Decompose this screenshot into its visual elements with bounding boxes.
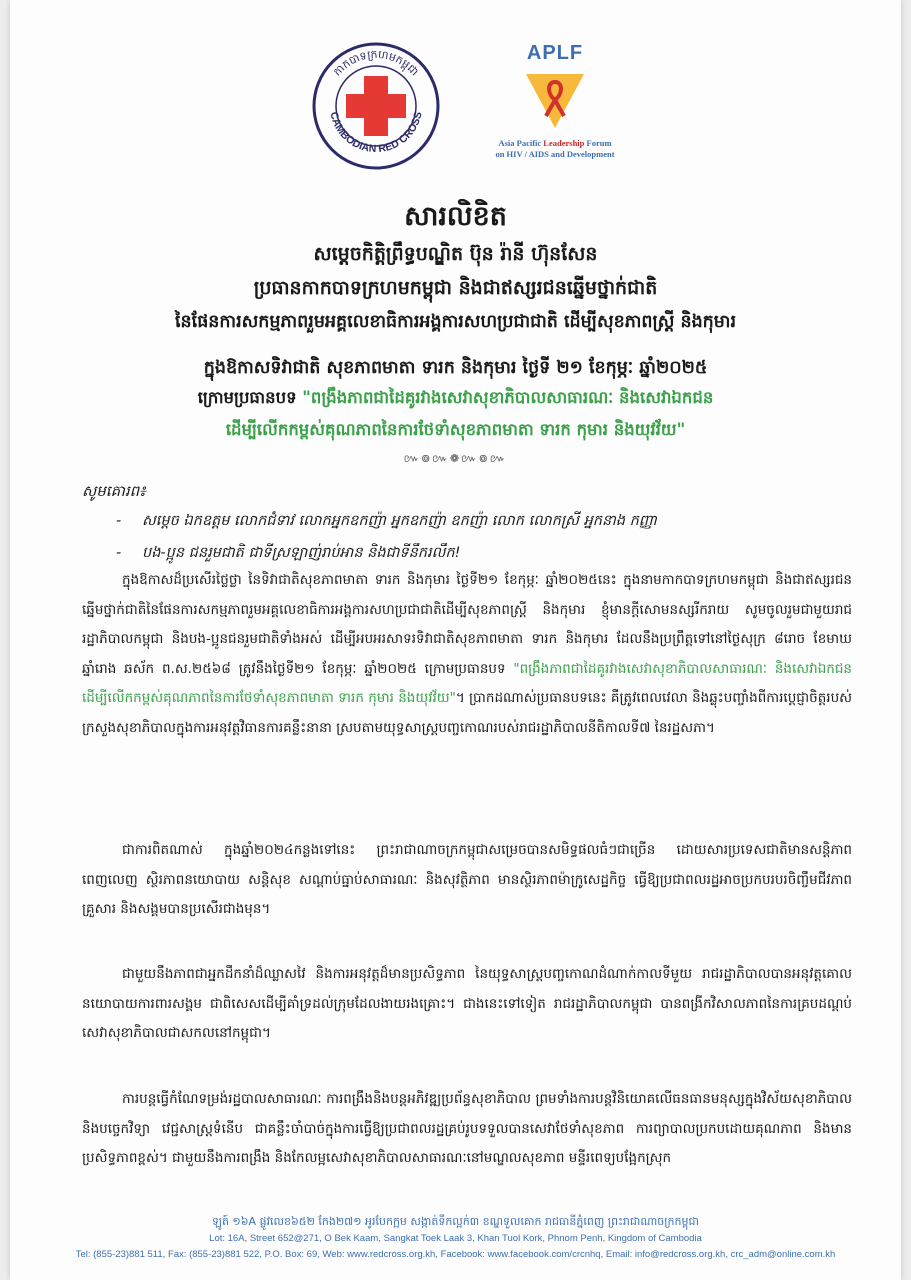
paragraph-3: ជាមួយនឹងភាពជាអ្នកដឹកនាំដ៏ឈ្លាសវៃ និងការអនុវត្តដ៏មានប្រសិទ្ធភាព នៃយុទ្ធសាស្ត្របញ្ចកោណដំណាក់កាលទីមួយ រាជរដ្ឋាភិបាលបានអនុវត្តគោលនយោបាយការពារសង្គម ជាពិសេសដើម្បីគាំទ្រដល់ក្រុមដែលងាយរងគ្រោះ។ ជាងនេះទៅទៀត រាជរដ្ឋាភិបាលកម្ពុជា បានពង្រីកវិសាលភាពនៃការគ្របដណ្តប់សេវាសុខាភិបាលជាសកលនៅកម្ពុជា។ [82, 966, 852, 1041]
aplf-subtitle-part: Asia Pacific [498, 138, 544, 148]
aplf-subtitle-part: Forum [584, 138, 612, 148]
aplf-subtitle [480, 138, 630, 160]
theme-text: "ពង្រឹងភាពជាដៃគូរវាងសេវាសុខាភិបាលសាធារណៈ និងសេវាឯកជន [302, 388, 714, 407]
author-name: សម្តេចកិត្តិព្រឹទ្ធបណ្ឌិត ប៊ុន រ៉ានី ហ៊ុនសែន [313, 243, 598, 265]
aplf-logo [480, 42, 630, 172]
letter-title: សារលិខិត [404, 201, 507, 232]
aids-ribbon-icon [522, 68, 588, 134]
aplf-name: APLF [526, 42, 584, 64]
footer-khmer-address: ឡូត៍ ១៦A ផ្លូវលេខ៦៥២ កែង២៧១ អូរបែកក្អម សង្កាត់ទឹកល្អក់៣ ខណ្ឌទួលគោក រាជធានីភ្នំពេញ ព្រះរាជាណាចក្រកម្ពុជា [212, 1215, 699, 1228]
paragraph-1-text-end: ។ ប្រាកដណាស់ប្រធានបទនេះ គឺត្រូវពេលវេលា និងឆ្លុះបញ្ចាំងពីការប្តេជ្ញាចិត្តរបស់ក្រសួងសុខាភិបាលក្នុងការអនុវត្តវិធានការគន្លឹះនានា ស្របតាមយុទ្ធសាស្ត្របញ្ចកោណរបស់រាជរដ្ឋាភិបាលនីតិកាលទី៧ នៃរដ្ឋសភា។ [82, 690, 852, 736]
salutation-item: - សម្តេច ឯកឧត្តម លោកជំទាវ លោកអ្នកឧកញ៉ា អ្នកឧកញ៉ា ឧកញ៉ា លោក លោកស្រី អ្នកនាង កញ្ញា [116, 505, 856, 537]
theme-line-2: ដើម្បីលើកកម្ពស់គុណភាពនៃការថែទាំសុខភាពមាតា ទារក កុមារ និងយុវវ័យ" [225, 420, 686, 439]
paragraph-2: ជាការពិតណាស់ ក្នុងឆ្នាំ២០២៤កន្លងទៅនេះ ព្រះរាជាណាចក្រកម្ពុជាសម្រេចបានសមិទ្ធផលធំៗជាច្រើន ដោយសារប្រទេសជាតិមានសន្តិភាពពេញលេញ ស្ថិរភាពនយោបាយ សន្តិសុខ សណ្តាប់ធ្នាប់សាធារណៈ និងសុវត្ថិភាព មានស្ថិរភាពម៉ាក្រូសេដ្ឋកិច្ច ធ្វើឱ្យប្រជាពលរដ្ឋអាចប្រកបរបរចិញ្ចឹមជីវភាពគ្រួសារ និងសង្គមបានប្រសើរជាងមុន។ [82, 842, 852, 917]
author-role-2: នៃផែនការសកម្មភាពរួមអគ្គលេខាធិការអង្គការសហប្រជាជាតិ ដើម្បីសុខភាពស្ត្រី និងកុមារ [174, 312, 737, 332]
paragraph-1 [82, 566, 852, 743]
salutation-item: - បង-ប្អូន ជនរួមជាតិ ជាទីស្រឡាញ់រាប់អាន និងជាទីនឹករលឹក! [116, 537, 856, 569]
crc-logo-text: CAMBODIAN RED CROSS [327, 110, 425, 156]
paragraph-1-text: ក្នុងឱកាសដ៏ប្រសើរថ្លៃថ្លា នៃទិវាជាតិសុខភាពមាតា ទារក និងកុមារ ថ្ងៃទី២១ ខែកុម្ភៈ ឆ្នាំ២០២៥នេះ ក្នុងនាមកាកបាទក្រហមកម្ពុជា និងជាឥស្សរជនឆ្នើមថ្នាក់ជាតិនៃផែនការសកម្មភាពរួមអគ្គលេខាធិការអង្គការសហប្រជាជាតិដើម្បីសុខភាពស្ត្រី និងកុមារ ខ្ញុំមានក្តីសោមនស្សរីករាយ សូមចូលរួមជាមួយរាជរដ្ឋាភិបាលកម្ពុជា និងបង-ប្អូនជនរួមជាតិទាំងអស់ ដើម្បីអបអរសាទរទិវាជាតិសុខភាពមាតា ទារក និងកុមារ ដែលនឹងប្រព្រឹត្តទៅនៅថ្ងៃសុក្រ ៨រោច ខែមាឃ ឆ្នាំរោង ឆស័ក ព.ស.២៥៦៨ ត្រូវនឹងថ្ងៃទី២១ ខែកុម្ភៈ ឆ្នាំ២០២៥ ក្រោមប្រធានបទ [82, 572, 852, 677]
footer-contact: Tel: (855-23)881 511, Fax: (855-23)881 522, P.O. Box: 69, Web: www.redcross.org.kh, Facebook: www.facebook.com/crcnhq, Email: info@redcross.org.kh, crc_adm@online.com.kh [75, 1249, 836, 1260]
occasion-line: ក្នុងឱកាសទិវាជាតិ សុខភាពមាតា ទារក និងកុមារ ថ្ងៃទី ២១ ខែកុម្ភៈ ឆ្នាំ២០២៥ [203, 358, 708, 378]
paragraph-1-theme: "ពង្រឹងភាពជាដៃគូរវាងសេវាសុខាភិបាលសាធារណៈ និងសេវាឯកជន ដើម្បីលើកកម្ពស់គុណភាពនៃការថែទាំសុខភាពមាតា ទារក កុមារ និងយុវវ័យ" [82, 660, 852, 706]
aplf-subtitle-red: Leadership [543, 138, 585, 148]
author-role: ប្រធានកាកបាទក្រហមកម្ពុជា និងជាឥស្សរជនឆ្នើមថ្នាក់ជាតិ [253, 277, 658, 299]
red-cross-emblem-icon [308, 38, 444, 174]
crc-logo-khmer-text: កាកបាទក្រហមកម្ពុជា [330, 47, 422, 79]
greeting: សូមគោរព៖ [82, 482, 146, 500]
cambodian-red-cross-logo [308, 38, 444, 174]
theme-line-1 [10, 388, 901, 412]
ornament-divider: ៚៙៚❁៚៙៚ [403, 452, 508, 465]
footer-address: Lot: 16A, Street 652@271, O Bek Kaam, Sangkat Toek Laak 3, Khan Tuol Kork, Phnom Penh, Kingdom of Cambodia [209, 1233, 702, 1244]
letter-page [10, 0, 901, 1280]
salutation-list [116, 505, 856, 569]
theme-prefix: ក្រោមប្រធានបទ [197, 388, 303, 407]
paragraph-4: ការបន្តធ្វើកំណែទម្រង់រដ្ឋបាលសាធារណៈ ការពង្រឹងនិងបន្តអភិវឌ្ឍប្រព័ន្ធសុខាភិបាល ព្រមទាំងការបន្តវិនិយោគលើធនធានមនុស្សក្នុងវិស័យសុខាភិបាល និងបច្ចេកវិទ្យា វេជ្ជសាស្ត្រទំនើប ជាគន្លឹះចាំបាច់ក្នុងការធ្វើឱ្យប្រជាពលរដ្ឋគ្រប់រូបទទួលបានសេវាថែទាំសុខភាព ការព្យាបាលប្រកបដោយគុណភាព និងមានប្រសិទ្ធភាពខ្ពស់។ ជាមួយនឹងការពង្រឹង និងកែលម្អសេវាសុខាភិបាលសាធារណៈនៅមណ្ឌលសុខភាព មន្ទីរពេទ្យបង្អែកស្រុក [82, 1091, 852, 1166]
aplf-subtitle-line2: on HIV / AIDS and Development [495, 149, 615, 159]
